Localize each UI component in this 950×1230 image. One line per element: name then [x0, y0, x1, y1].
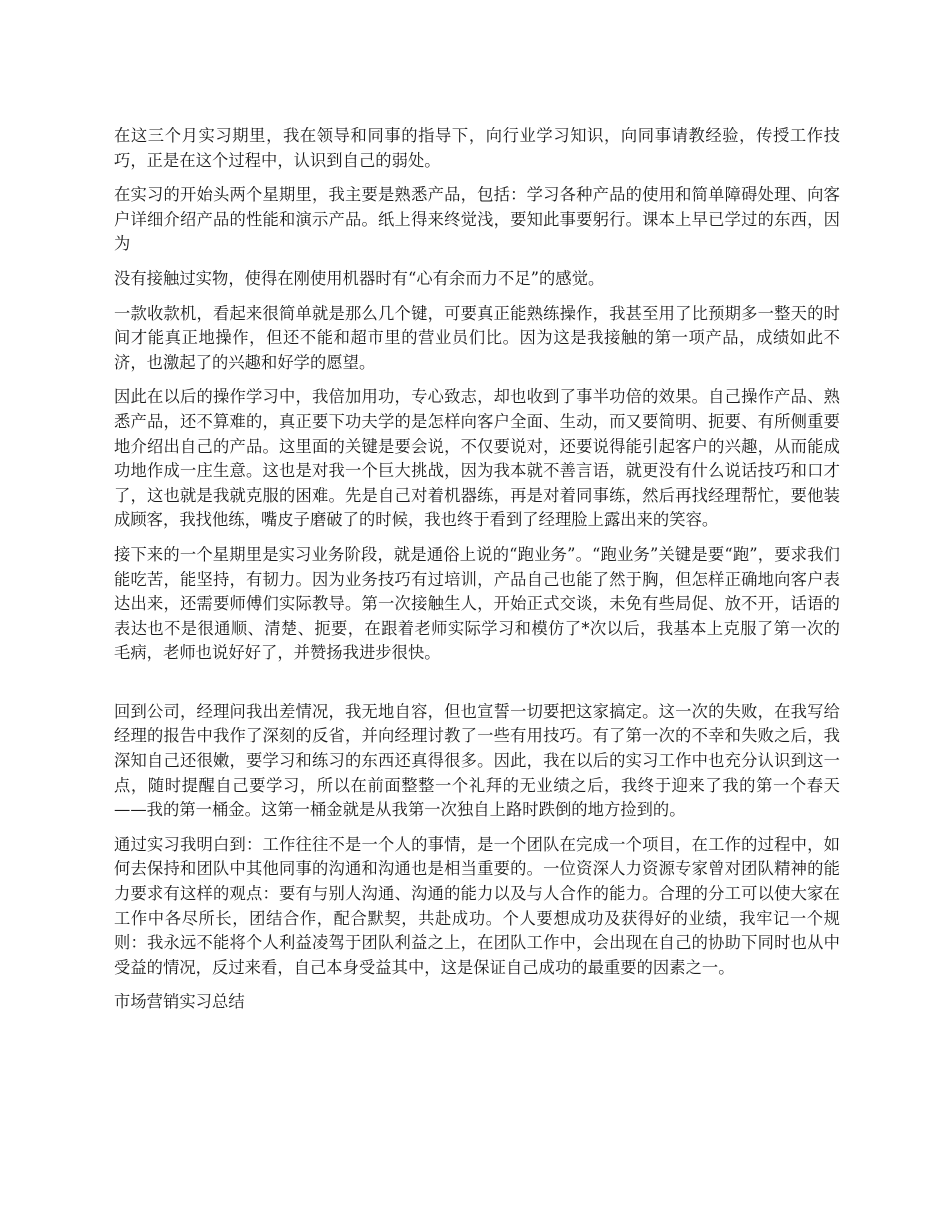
paragraph-return-to-company: 回到公司，经理问我出差情况，我无地自容，但也宣誓一切要把这家搞定。这一次的失败，在我写给经理的报告中我作了深刻的反省，并向经理讨教了一些有用技巧。有了第一次的不幸和失败之后，我深知自己还很嫩，要学习和练习的东西还真得很多。因此，我在以后的实习工作中也充分认识到这一点，随时提醒自己要学习，所以在前面整整一个礼拜的无业绩之后，我终于迎来了我的第一个春天——我的第一桶金。这第一桶金就是从我第一次独自上路时跌倒的地方捡到的。 [114, 701, 840, 820]
paragraph-internship-overview: 在这三个月实习期里，我在领导和同事的指导下，向行业学习知识，向同事请教经验，传授工作技巧，正是在这个过程中，认识到自己的弱处。 [114, 126, 840, 170]
document-body [114, 124, 840, 1025]
paragraph-business-practice: 接下来的一个星期里是实习业务阶段，就是通俗上说的“跑业务”。“跑业务”关键是要“跑”，要求我们能吃苦，能坚持，有韧力。因为业务技巧有过培训，产品自己也能了然于胸，但怎样正确地向客户表达出来，还需要师傅们实际教导。第一次接触生人，开始正式交谈，未免有些局促、放不开，话语的表达也不是很通顺、清楚、扼要，在跟着老师实际学习和模仿了*次以后，我基本上克服了第一次的毛病，老师也说好好了，并赞扬我进步很快。 [114, 544, 840, 663]
document-closing-title: 市场营销实习总结 [114, 992, 245, 1012]
paragraph-cash-register: 一款收款机，看起来很简单就是那么几个键，可要真正能熟练操作，我甚至用了比预期多一整天的时间才能真正地操作，但还不能和超市里的营业员们比。因为这是我接触的第一项产品，成绩如此不济，也激起了的兴趣和好学的愿望。 [114, 303, 840, 372]
paragraph-no-contact-with-objects: 没有接触过实物，使得在刚使用机器时有“心有余而力不足”的感觉。 [114, 268, 605, 288]
paragraph-operation-learning: 因此在以后的操作学习中，我倍加用功，专心致志，却也收到了事半功倍的效果。自己操作产品、熟悉产品，还不算难的，真正要下功夫学的是怎样向客户全面、生动，而又要简明、扼要、有所侧重要地介绍出自己的产品。这里面的关键是要会说，不仅要说对，还要说得能引起客户的兴趣，从而能成功地作成一庄生意。这也是对我一个巨大挑战，因为我本就不善言语，就更没有什么说话技巧和口才了，这也就是我就克服的困难。先是自己对着机器练，再是对着同事练，然后再找经理帮忙，要他装成顾客，我找他练，嘴皮子磨破了的时候，我也终于看到了经理脸上露出来的笑容。 [114, 387, 840, 530]
paragraph-teamwork: 通过实习我明白到：工作往往不是一个人的事情，是一个团队在完成一个项目，在工作的过程中，如何去保持和团队中其他同事的沟通和沟通也是相当重要的。一位资深人力资源专家曾对团队精神的能力要求有这样的观点：要有与别人沟通、沟通的能力以及与人合作的能力。合理的分工可以使大家在工作中各尽所长，团结合作，配合默契，共赴成功。个人要想成功及获得好的业绩，我牢记一个规则：我永远不能将个人利益凌驾于团队利益之上，在团队工作中，会出现在自己的协助下同时也从中受益的情况，反过来看，自己本身受益其中，这是保证自己成功的最重要的因素之一。 [114, 834, 840, 977]
paragraph-first-two-weeks: 在实习的开始头两个星期里，我主要是熟悉产品，包括：学习各种产品的使用和简单障碍处理、向客户详细介绍产品的性能和演示产品。纸上得来终觉浅，要知此事要躬行。课本上早已学过的东西，因为 [114, 185, 840, 254]
